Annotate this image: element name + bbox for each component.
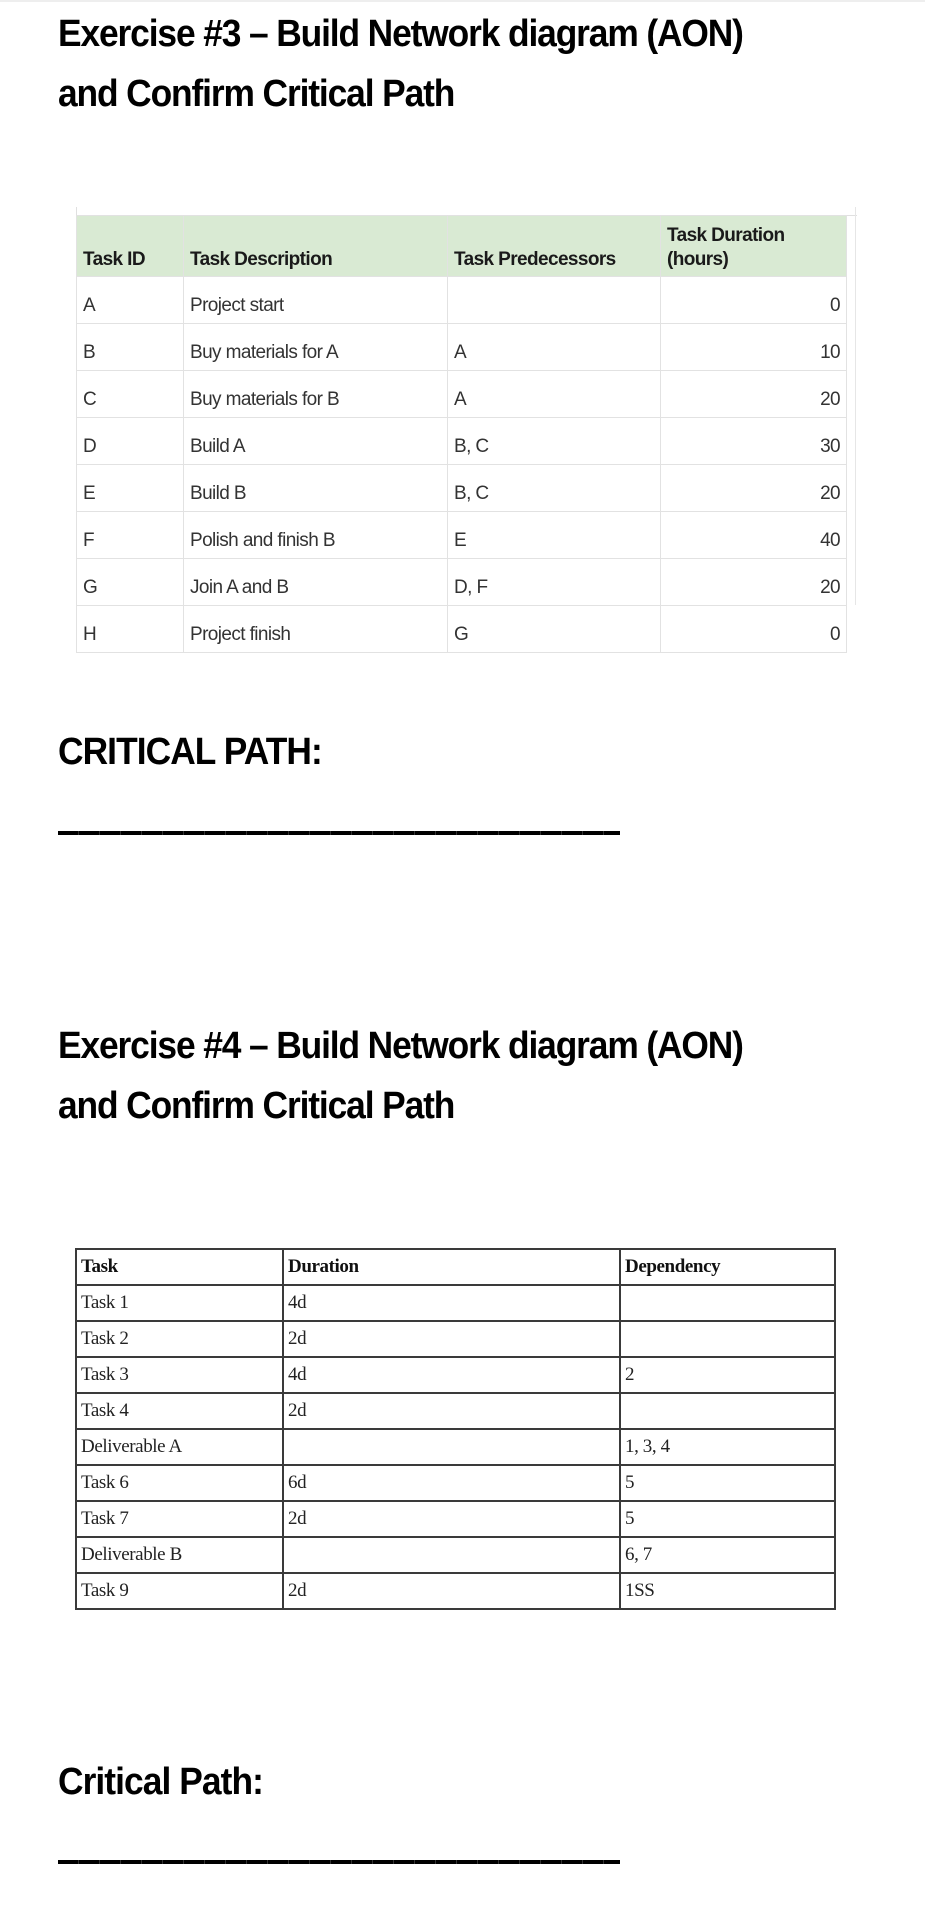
table-row: [77, 324, 847, 371]
table-row: [77, 371, 847, 418]
table-row: [76, 1357, 835, 1393]
column-header-task-duration: Task Duration (hours): [661, 216, 847, 277]
cell-dependency: [620, 1393, 835, 1429]
cell-task-predecessors[interactable]: B, C: [448, 465, 661, 512]
cell-task: Deliverable B: [76, 1537, 283, 1573]
exercise-4-heading-line-2: and Confirm Critical Path: [58, 1085, 455, 1127]
cell-task-duration[interactable]: 40: [661, 512, 847, 559]
cell-duration: 2d: [283, 1501, 620, 1537]
exercise-4-critical-path-label: Critical Path:: [58, 1761, 263, 1803]
exercise-4-critical-path-answer-line[interactable]: [58, 1860, 620, 1864]
column-header-task-description: Task Description: [184, 216, 448, 277]
cell-task-id[interactable]: D: [77, 418, 184, 465]
cell-task-id[interactable]: B: [77, 324, 184, 371]
table-row: [77, 465, 847, 512]
cell-task: Deliverable A: [76, 1429, 283, 1465]
cell-task-description[interactable]: Project start: [184, 277, 448, 324]
table-row: [76, 1393, 835, 1429]
cell-task-id[interactable]: E: [77, 465, 184, 512]
cell-task-duration[interactable]: 20: [661, 465, 847, 512]
table-row: [76, 1285, 835, 1321]
column-header-task: Task: [76, 1249, 283, 1285]
exercise-3-heading: [58, 0, 743, 124]
cell-dependency: 6, 7: [620, 1537, 835, 1573]
cell-dependency: 5: [620, 1465, 835, 1501]
cell-task-id[interactable]: F: [77, 512, 184, 559]
table-row: [76, 1573, 835, 1609]
table-header-row: [77, 216, 847, 277]
table-row: [77, 277, 847, 324]
column-header-dependency: Dependency: [620, 1249, 835, 1285]
exercise-3-table: [76, 215, 847, 653]
cell-task: Task 6: [76, 1465, 283, 1501]
cell-duration: 2d: [283, 1573, 620, 1609]
cell-task: Task 4: [76, 1393, 283, 1429]
table-row: [76, 1321, 835, 1357]
cell-task-duration[interactable]: 20: [661, 371, 847, 418]
sheet-right-edge: [855, 207, 856, 605]
cell-task-predecessors[interactable]: A: [448, 324, 661, 371]
cell-task-duration[interactable]: 0: [661, 277, 847, 324]
table-row: [77, 606, 847, 653]
cell-dependency: [620, 1321, 835, 1357]
cell-task-duration[interactable]: 30: [661, 418, 847, 465]
column-header-task-id: Task ID: [77, 216, 184, 277]
exercise-3-task-table: [67, 207, 857, 645]
column-header-duration: Duration: [283, 1249, 620, 1285]
exercise-3-critical-path-answer-line[interactable]: [58, 831, 620, 835]
cell-task-description[interactable]: Project finish: [184, 606, 448, 653]
cell-task-id[interactable]: G: [77, 559, 184, 606]
cell-duration: [283, 1537, 620, 1573]
cell-dependency: [620, 1285, 835, 1321]
cell-task-description[interactable]: Build A: [184, 418, 448, 465]
cell-duration: 4d: [283, 1285, 620, 1321]
cell-task-predecessors[interactable]: [448, 277, 661, 324]
cell-dependency: 5: [620, 1501, 835, 1537]
table-row: [77, 559, 847, 606]
cell-duration: 6d: [283, 1465, 620, 1501]
table-row: [77, 512, 847, 559]
cell-task-id[interactable]: C: [77, 371, 184, 418]
cell-task-duration[interactable]: 0: [661, 606, 847, 653]
table-row: [76, 1501, 835, 1537]
cell-task-id[interactable]: A: [77, 277, 184, 324]
exercise-3-heading-line-1: Exercise #3 – Build Network diagram (AON): [58, 13, 743, 55]
cell-dependency: 1, 3, 4: [620, 1429, 835, 1465]
cell-task-description[interactable]: Join A and B: [184, 559, 448, 606]
cell-task-predecessors[interactable]: E: [448, 512, 661, 559]
table-row: [77, 418, 847, 465]
cell-task-description[interactable]: Build B: [184, 465, 448, 512]
table-row: [76, 1465, 835, 1501]
cell-task-predecessors[interactable]: A: [448, 371, 661, 418]
column-header-task-predecessors: Task Predecessors: [448, 216, 661, 277]
cell-task-predecessors[interactable]: G: [448, 606, 661, 653]
exercise-4-heading: [58, 1012, 743, 1136]
cell-task-duration[interactable]: 10: [661, 324, 847, 371]
cell-task-predecessors[interactable]: D, F: [448, 559, 661, 606]
cell-task: Task 2: [76, 1321, 283, 1357]
table-row: [76, 1537, 835, 1573]
exercise-4-heading-line-1: Exercise #4 – Build Network diagram (AON): [58, 1025, 743, 1067]
cell-dependency: 1SS: [620, 1573, 835, 1609]
cell-task-id[interactable]: H: [77, 606, 184, 653]
table-header-row: [76, 1249, 835, 1285]
exercise-4-table: [75, 1248, 836, 1610]
exercise-3-heading-line-2: and Confirm Critical Path: [58, 73, 455, 115]
exercise-3-critical-path-label: CRITICAL PATH:: [58, 731, 322, 773]
cell-task-description[interactable]: Buy materials for B: [184, 371, 448, 418]
cell-task: Task 3: [76, 1357, 283, 1393]
cell-task-duration[interactable]: 20: [661, 559, 847, 606]
cell-task-description[interactable]: Polish and finish B: [184, 512, 448, 559]
cell-task: Task 9: [76, 1573, 283, 1609]
cell-duration: 2d: [283, 1393, 620, 1429]
cell-task: Task 1: [76, 1285, 283, 1321]
cell-duration: 4d: [283, 1357, 620, 1393]
cell-task-description[interactable]: Buy materials for A: [184, 324, 448, 371]
cell-duration: 2d: [283, 1321, 620, 1357]
cell-dependency: 2: [620, 1357, 835, 1393]
table-row: [76, 1429, 835, 1465]
cell-duration: [283, 1429, 620, 1465]
cell-task: Task 7: [76, 1501, 283, 1537]
cell-task-predecessors[interactable]: B, C: [448, 418, 661, 465]
